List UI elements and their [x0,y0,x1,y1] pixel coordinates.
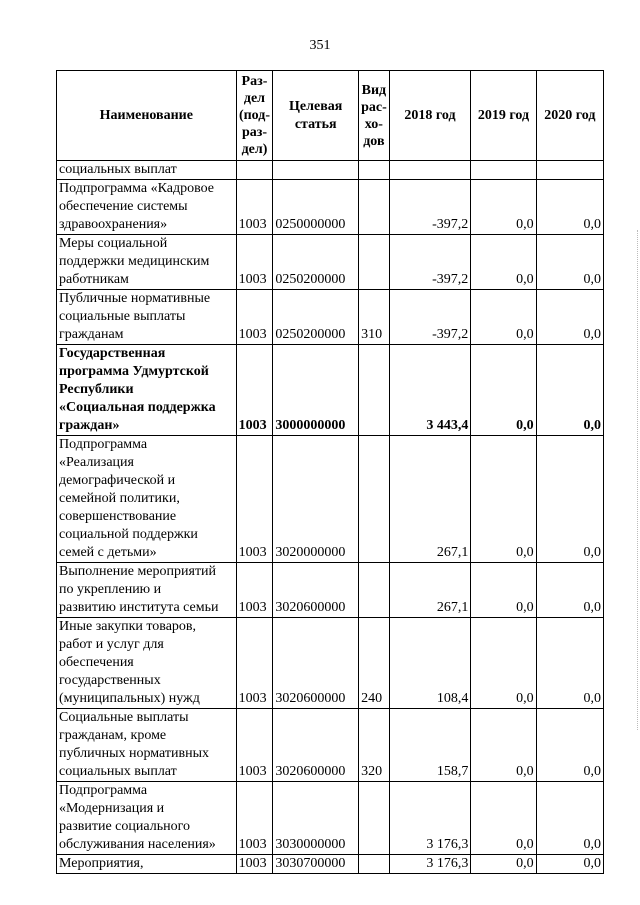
cell-section: 1003 [236,782,273,855]
cell-section: 1003 [236,290,273,345]
row-name-line: гражданам [59,327,124,342]
cell-y2020: 0,0 [536,563,603,618]
cell-y2018: 267,1 [389,563,471,618]
cell-section: 1003 [236,345,273,436]
row-name-line: работ и услуг для [59,637,164,652]
cell-kind [359,180,390,235]
table-row [57,563,604,618]
header-target-line: статья [294,116,337,132]
row-name-line: Публичные нормативные [59,291,211,306]
row-name-line: «Реализация [59,455,134,470]
row-name-line: демографической и [59,473,176,488]
row-name-line: публичных нормативных [59,746,210,761]
row-name-line: гражданам, кроме [59,728,167,743]
cell-target: 3020600000 [273,709,359,782]
header-target [273,71,359,161]
row-name-line: Подпрограмма «Кадровое [59,181,215,196]
cell-y2019: 0,0 [471,782,536,855]
cell-kind [359,161,390,180]
cell-kind [359,563,390,618]
row-name-line: социальных выплат [59,162,177,177]
cell-kind: 310 [359,290,390,345]
row-name-line: обслуживания населения» [59,837,216,852]
table-row [57,618,604,709]
cell-kind [359,855,390,874]
cell-y2020: 0,0 [536,235,603,290]
cell-y2020: 0,0 [536,782,603,855]
cell-section: 1003 [236,709,273,782]
cell-target: 0250200000 [273,290,359,345]
cell-section: 1003 [236,855,273,874]
table-row [57,782,604,855]
cell-y2019: 0,0 [471,855,536,874]
row-name-line: «Социальная поддержка [59,400,216,415]
row-name-line: Подпрограмма [59,783,148,798]
row-name-line: совершенствование [59,509,177,524]
header-2020: 2020 год [536,71,603,161]
cell-y2019: 0,0 [471,345,536,436]
cell-kind [359,782,390,855]
cell-y2019: 0,0 [471,180,536,235]
row-name-line: Государственная [59,346,166,361]
cell-target: 0250200000 [273,235,359,290]
cell-y2018: 158,7 [389,709,471,782]
header-kind-line: Вид [361,82,387,98]
row-name-line: программа Удмуртской [59,364,209,379]
header-kind-line: рас- [361,99,387,115]
cell-y2019: 0,0 [471,563,536,618]
cell-kind [359,235,390,290]
row-name-line: по укреплению и [59,582,162,597]
cell-target: 3030000000 [273,782,359,855]
row-name-line: Меры социальной [59,236,168,251]
header-target-line: Целевая [289,98,343,114]
cell-y2018: -397,2 [389,235,471,290]
cell-y2020: 0,0 [536,709,603,782]
header-section-line: (под- [238,108,271,123]
row-name-line: Подпрограмма [59,437,148,452]
row-name [57,618,237,709]
header-section-line: дел) [241,142,268,157]
cell-target: 3030700000 [273,855,359,874]
cell-y2018: 108,4 [389,618,471,709]
table-row [57,161,604,180]
row-name [57,161,237,180]
cell-y2019: 0,0 [471,290,536,345]
row-name-line: семейной политики, [59,491,180,506]
row-name-line: социальной поддержки [59,527,198,542]
header-kind [359,71,390,161]
header-2019: 2019 год [471,71,536,161]
cell-y2020: 0,0 [536,345,603,436]
cell-y2018: -397,2 [389,290,471,345]
row-name-line: поддержки медицинским [59,254,210,269]
cell-y2020: 0,0 [536,618,603,709]
cell-y2019: 0,0 [471,709,536,782]
row-name [57,290,237,345]
row-name [57,709,237,782]
row-name-line: (муниципальных) нужд [59,691,200,706]
cell-kind [359,436,390,563]
row-name-line: социальных выплат [59,764,177,779]
table-row [57,180,604,235]
page-number: 351 [309,38,331,53]
row-name [57,235,237,290]
row-name-line: «Модернизация и [59,801,165,816]
cell-kind: 320 [359,709,390,782]
row-name-line: семей с детьми» [59,545,157,560]
table-row [57,345,604,436]
row-name-line: обеспечения [59,655,134,670]
cell-y2020: 0,0 [536,436,603,563]
row-name [57,782,237,855]
header-section-line: Раз- [241,74,268,89]
row-name-line: граждан» [59,418,120,433]
cell-y2019: 0,0 [471,436,536,563]
header-kind-line: хо- [364,116,383,132]
cell-target: 3000000000 [273,345,359,436]
cell-y2019: 0,0 [471,235,536,290]
cell-section: 1003 [236,563,273,618]
row-name [57,180,237,235]
budget-table [56,70,604,874]
row-name [57,436,237,563]
row-name [57,345,237,436]
header-section [236,71,273,161]
cell-section: 1003 [236,618,273,709]
cell-section: 1003 [236,235,273,290]
cell-y2018: 3 176,3 [389,782,471,855]
cell-y2020: 0,0 [536,180,603,235]
cell-target: 3020600000 [273,618,359,709]
header-section-line: дел [243,91,266,106]
cell-target: 0250000000 [273,180,359,235]
row-name-line: государственных [59,673,161,688]
row-name-line: обеспечение системы [59,199,188,214]
cell-kind [359,345,390,436]
table-row [57,709,604,782]
row-name [57,563,237,618]
cell-y2020: 0,0 [536,290,603,345]
row-name [57,855,237,874]
table-row [57,855,604,874]
table-row [57,235,604,290]
row-name-line: Социальные выплаты [59,710,189,725]
row-name-line: развитию института семьи [59,600,219,615]
table-row [57,436,604,563]
row-name-line: Иные закупки товаров, [59,619,197,634]
header-section-line: раз- [241,125,268,140]
cell-target [273,161,359,180]
row-name-line: социальные выплаты [59,309,186,324]
row-name-line: здравоохранения» [59,217,168,232]
cell-section [236,161,273,180]
cell-y2018: -397,2 [389,180,471,235]
cell-y2019: 0,0 [471,618,536,709]
row-name-line: Выполнение мероприятий [59,564,217,579]
table-body [57,161,604,874]
cell-y2018: 3 443,4 [389,345,471,436]
scan-edge-marks [633,230,638,730]
header-name: Наименование [57,71,237,161]
cell-y2018 [389,161,471,180]
cell-target: 3020000000 [273,436,359,563]
table-row [57,290,604,345]
header-kind-line: дов [363,133,385,149]
row-name-line: Республики [59,382,134,397]
cell-section: 1003 [236,180,273,235]
cell-y2019 [471,161,536,180]
cell-y2020 [536,161,603,180]
cell-section: 1003 [236,436,273,563]
header-row [57,71,604,161]
cell-y2018: 267,1 [389,436,471,563]
row-name-line: развитие социального [59,819,190,834]
header-2018: 2018 год [389,71,471,161]
cell-target: 3020600000 [273,563,359,618]
row-name-line: Мероприятия, [59,856,144,871]
cell-y2020: 0,0 [536,855,603,874]
cell-y2018: 3 176,3 [389,855,471,874]
cell-kind: 240 [359,618,390,709]
row-name-line: работникам [59,272,129,287]
